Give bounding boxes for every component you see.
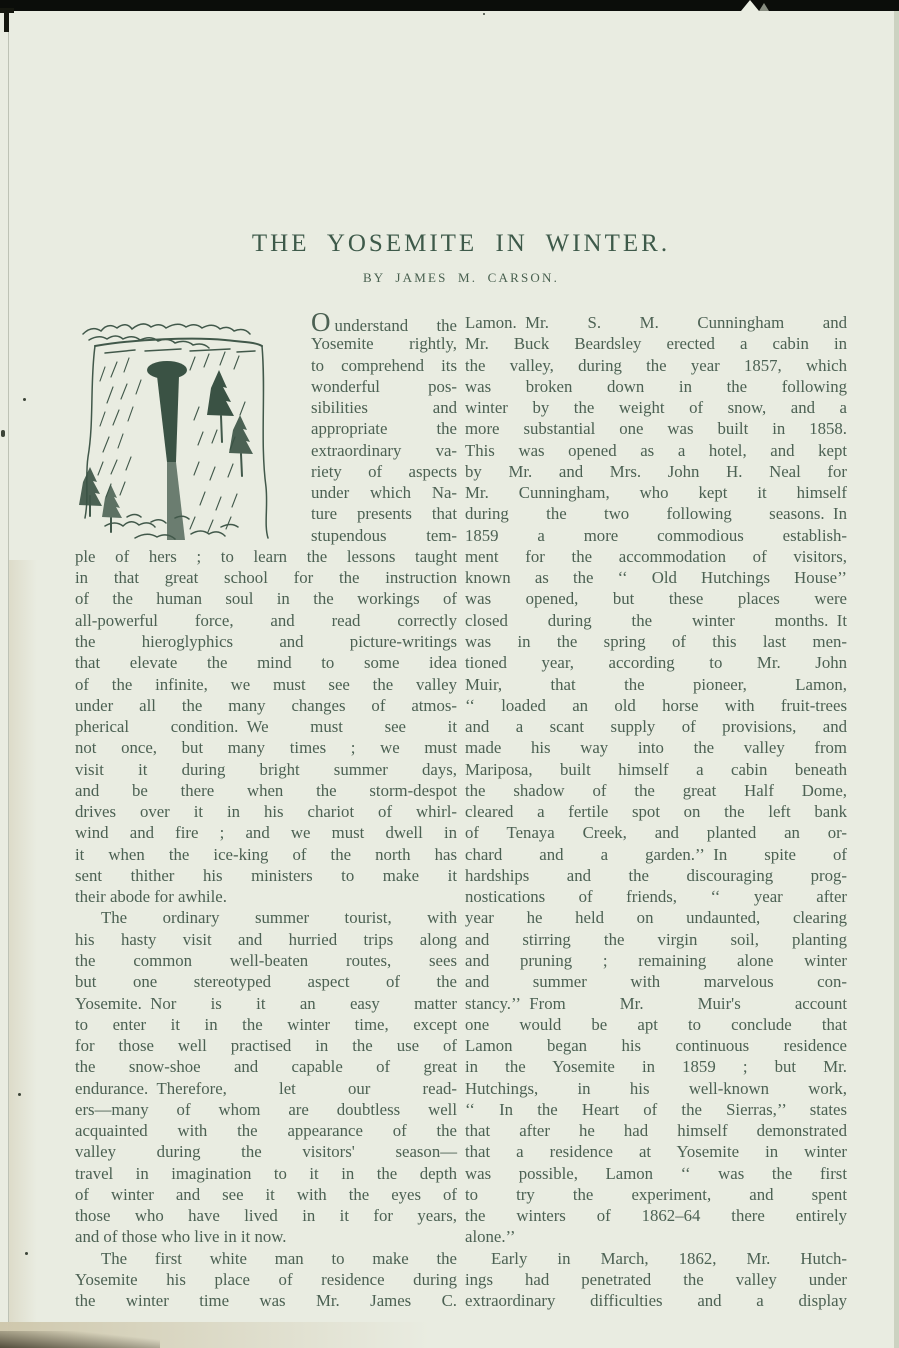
text-line: the valley, during the year 1857, which xyxy=(465,355,847,375)
text-line: during the two following seasons. In xyxy=(465,504,847,524)
text-line: nostications of friends, ‘‘ year after xyxy=(465,887,847,907)
text-line: of the human soul in the workings of xyxy=(75,589,457,609)
text-line: and a scant supply of provisions, and xyxy=(465,717,847,737)
page-curl-tint xyxy=(9,560,37,1348)
text-line: Mr. Cunningham, who kept it himself xyxy=(465,483,847,503)
article xyxy=(75,0,847,1311)
paper-speck xyxy=(25,1252,28,1255)
paragraph xyxy=(465,312,847,1248)
text-line: wind and fire ; and we must dwell in xyxy=(75,823,457,843)
text-line: Mariposa, built himself a cabin beneath xyxy=(465,759,847,779)
text-line: under all the many changes of atmos- xyxy=(75,695,457,715)
text-line: year he held on undaunted, clearing xyxy=(465,908,847,928)
text-line: The ordinary summer tourist, with xyxy=(101,908,457,928)
paper-speck xyxy=(23,398,26,401)
text-line: the snow-shoe and capable of great xyxy=(75,1057,457,1077)
text-line: tioned year, according to Mr. John xyxy=(465,653,847,673)
text-line: known as the ‘‘ Old Hutchings House’’ xyxy=(465,568,847,588)
text-line: cleared a fertile spot on the left bank xyxy=(465,802,847,822)
text-line: not once, but many times ; we must xyxy=(75,738,457,758)
text-line: Lamon began his continuous residence xyxy=(465,1036,847,1056)
column-left-paragraphs xyxy=(75,546,457,1312)
text-line: travel in imagination to it in the depth xyxy=(75,1163,457,1183)
text-line: drives over it in his chariot of whirl- xyxy=(75,802,457,822)
text-line: ment for the accommodation of visitors, xyxy=(465,546,847,566)
text-line: in the Yosemite in 1859 ; but Mr. xyxy=(465,1057,847,1077)
text-columns xyxy=(75,307,847,1311)
drop-cap: O xyxy=(311,307,331,337)
text-line: hardships and the discouraging prog- xyxy=(465,865,847,885)
text-line: visit it during bright summer days, xyxy=(75,759,457,779)
column-left xyxy=(75,307,457,1311)
text-line: extraordinary difficulties and a display xyxy=(465,1291,847,1311)
paragraph xyxy=(75,1248,457,1312)
text-line: their abode for awhile. xyxy=(75,887,227,907)
text-line: stupendous tem- xyxy=(311,525,457,545)
text-line: to try the experiment, and spent xyxy=(465,1184,847,1204)
text-line: in that great school for the instruction xyxy=(75,568,457,588)
text-line: ers—many of whom are doubtless well xyxy=(75,1099,457,1119)
paper-speck xyxy=(18,1093,21,1096)
text-line: Early in March, 1862, Mr. Hutch- xyxy=(491,1248,847,1268)
text-line: Muir, that the pioneer, Lamon, xyxy=(465,674,847,694)
text-line: ‘‘ In the Heart of the Sierras,’’ states xyxy=(465,1099,847,1119)
text-line: Yosemite. Nor is it an easy matter xyxy=(75,993,457,1013)
text-line: pherical condition. We must see it xyxy=(75,717,457,737)
paragraph xyxy=(75,907,457,1247)
text-line: all-powerful force, and read correctly xyxy=(75,610,457,630)
article-byline: BY JAMES M. CARSON. xyxy=(362,270,560,285)
text-line: and be there when the storm-despot xyxy=(75,780,457,800)
text-line: but one stereotyped aspect of the xyxy=(75,972,457,992)
text-line: winter by the weight of snow, and a xyxy=(465,398,847,418)
text-line: those who have lived in it for years, xyxy=(75,1206,457,1226)
text-line: ings had penetrated the valley under xyxy=(465,1269,847,1289)
scan-edge-notch-small xyxy=(759,3,769,11)
text-line: the winter time was Mr. James C. xyxy=(75,1291,457,1311)
paragraph xyxy=(465,1248,847,1312)
text-line: one would be apt to conclude that xyxy=(465,1014,847,1034)
text-line: endurance. Therefore, let our read- xyxy=(75,1078,457,1098)
text-line: and pruning ; remaining alone winter xyxy=(465,950,847,970)
text-line: chard and a garden.’’ In spite of xyxy=(465,844,847,864)
text-line: ture presents that xyxy=(311,504,457,524)
text-line: Yosemite his place of residence during xyxy=(75,1269,457,1289)
text-line: of Tenaya Creek, and planted an or- xyxy=(465,823,847,843)
text-line: riety of aspects xyxy=(311,461,457,481)
text-line: made his way into the valley from xyxy=(465,738,847,758)
text-line: acquainted with the appearance of the xyxy=(75,1121,457,1141)
text-line: 1859 a more commodious establish- xyxy=(465,525,847,545)
text-line: was opened, but these places were xyxy=(465,589,847,609)
page-corner-shadow xyxy=(0,1331,160,1348)
text-line: and summer with marvelous con- xyxy=(465,972,847,992)
text-line: ple of hers ; to learn the lessons taught xyxy=(75,546,457,566)
text-line: more substantial one was built in 1858. xyxy=(465,419,847,439)
text-line: and of those who live in it now. xyxy=(75,1227,287,1247)
text-line: closed during the winter months. It xyxy=(465,610,847,630)
text-line: his hasty visit and hurried trips along xyxy=(75,929,457,949)
text-line: the winters of 1862–64 there entirely xyxy=(465,1206,847,1226)
text-line: appropriate the xyxy=(311,419,457,439)
text-line: wonderful pos- xyxy=(311,376,457,396)
text-line: was possible, Lamon ‘‘ was the first xyxy=(465,1163,847,1183)
text-line: of the infinite, we must see the valley xyxy=(75,674,457,694)
text-line: of winter and see it with the eyes of xyxy=(75,1184,457,1204)
text-line: that after he had himself demonstrated xyxy=(465,1121,847,1141)
text-line: was broken down in the following xyxy=(465,376,847,396)
text-line: the shadow of the great Half Dome, xyxy=(465,780,847,800)
text-line: stancy.’’ From Mr. Muir's account xyxy=(465,993,847,1013)
paper-speck xyxy=(1,430,5,437)
corner-ink-mark xyxy=(4,8,9,32)
text-line: valley during the visitors' season— xyxy=(75,1142,457,1162)
text-line: that elevate the mind to some idea xyxy=(75,653,457,673)
text-line: the hieroglyphics and picture-writings xyxy=(75,631,457,651)
yosemite-falls-illustration xyxy=(75,312,301,545)
text-line: Hutchings, in his well-known work, xyxy=(465,1078,847,1098)
column-right xyxy=(465,312,847,1311)
text-line: to enter it in the winter time, except xyxy=(75,1014,457,1034)
text-line: sibilities and xyxy=(311,398,457,418)
text-line: sent thither his ministers to make it xyxy=(75,865,457,885)
text-line: extraordinary va- xyxy=(311,440,457,460)
text-line: by Mr. and Mrs. John H. Neal for xyxy=(465,461,847,481)
text-line: The first white man to make the xyxy=(101,1248,457,1268)
text-line: Mr. Buck Beardsley erected a cabin in xyxy=(465,334,847,354)
scan-edge-notch xyxy=(741,0,759,11)
text-line: Lamon. Mr. S. M. Cunningham and xyxy=(465,313,847,332)
text-line: was in the spring of this last men- xyxy=(465,631,847,651)
text-line: and stirring the virgin soil, planting xyxy=(465,929,847,949)
text-line: Ounderstand the xyxy=(311,307,457,337)
text-line: for those well practised in the use of xyxy=(75,1036,457,1056)
paragraph xyxy=(75,546,457,908)
text-line: under which Na- xyxy=(311,483,457,503)
text-line: it when the ice-king of the north has xyxy=(75,844,457,864)
text-line: This was opened as a hotel, and kept xyxy=(465,440,847,460)
text-line: alone.’’ xyxy=(465,1227,516,1247)
text-line: Yosemite rightly, xyxy=(311,334,457,354)
text-line: the common well-beaten routes, sees xyxy=(75,950,457,970)
text-line: ‘‘ loaded an old horse with fruit-trees xyxy=(465,695,847,715)
page-right-edge xyxy=(894,11,899,1348)
text-line: that a residence at Yosemite in winter xyxy=(465,1142,847,1162)
article-title: THE YOSEMITE IN WINTER. xyxy=(251,230,671,257)
text-line: to comprehend its xyxy=(311,355,457,375)
